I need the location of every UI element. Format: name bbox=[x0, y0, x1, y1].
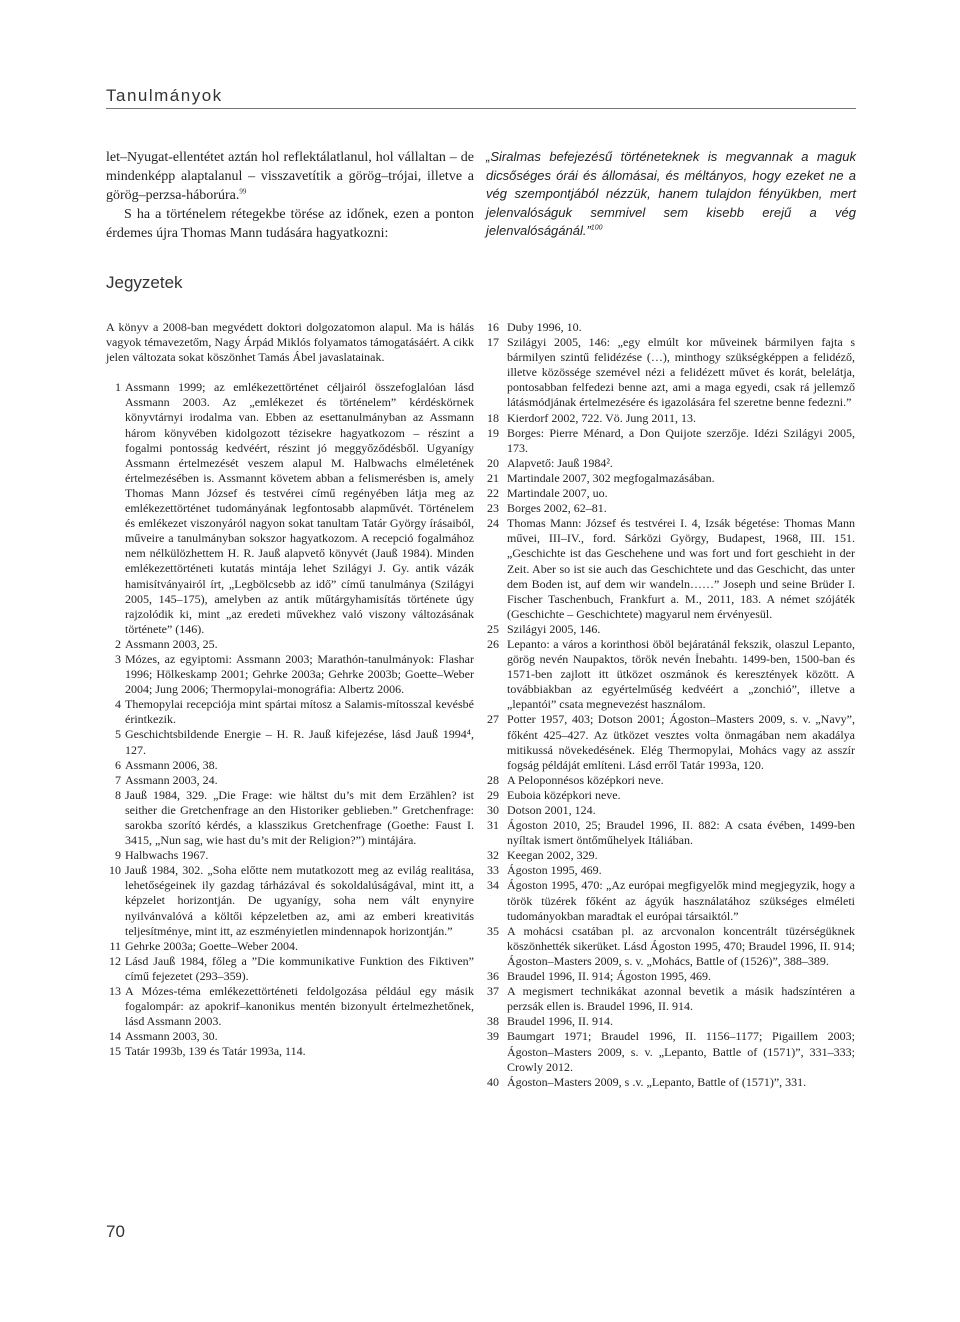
footnote-text: Themopylai recepciója mint spártai mítosz a Salamis-mítosszal kevésbé érintkezik. bbox=[125, 697, 474, 727]
footnote bbox=[106, 727, 474, 757]
footnote-text: Mózes, az egyiptomi: Assmann 2003; Marathón-tanulmányok: Flashar 1996; Hölkeskamp 2001; Gehrke 2003a; Gehrke 2003b; Goette–Weber 2004; Jung 2006; Thermopylai-monográfia: Albertz 2006. bbox=[125, 651, 474, 697]
footnote-text: Halbwachs 1967. bbox=[125, 848, 209, 863]
footnote bbox=[487, 1029, 855, 1074]
footnote-number: 2 bbox=[115, 636, 121, 651]
footnote-number: 11 bbox=[109, 938, 121, 953]
footnote bbox=[487, 848, 855, 863]
footnote bbox=[106, 697, 474, 727]
footnote-number: 37 bbox=[487, 984, 499, 999]
footnote bbox=[487, 516, 855, 622]
footnote-text: Jauß 1984, 302. „Soha előtte nem mutatkozott meg az evilág realitása, lehetőségeinek ily gazdag tárházával és sokoldalúságával, mint itt, a képzelet horizontján. De ugyanígy, soha nem vált enynyire nyilvánvalóvá a költői képzeletben az, ami az emberi kreativitás teljesítménye, mint itt, az eszményietlen mindennapok horizontján.” bbox=[125, 863, 474, 938]
footnote bbox=[487, 320, 855, 335]
footnote-number: 25 bbox=[487, 621, 499, 636]
footnote-text: Jauß 1984, 329. „Die Frage: wie hältst du’s mit dem Erzählen? ist seither die Gretchenfrage an den Historiker geblieben.” Gretchenfrage: sarokba szorító kérdés, a klasszikus Gretchenfrage (Goethe: Faust I. 3415, „Nun sag, wie hast du’s mit der Religion?”) mintájára. bbox=[125, 787, 474, 848]
footnote-text: Geschichtsbildende Energie – H. R. Jauß kifejezése, lásd Jauß 1994⁴, 127. bbox=[125, 727, 474, 757]
footnote-number: 29 bbox=[487, 787, 499, 802]
footnote-text: Dotson 2001, 124. bbox=[507, 803, 596, 817]
footnote-text: Szilágyi 2005, 146. bbox=[507, 621, 601, 636]
footnote bbox=[487, 984, 855, 1014]
footnote bbox=[487, 788, 855, 803]
page-number: 70 bbox=[106, 1222, 125, 1241]
footnote-text: Euboia középkori neve. bbox=[507, 787, 621, 802]
footnote-text: Ágoston 1995, 469. bbox=[507, 863, 602, 878]
footnote bbox=[106, 652, 474, 697]
footnote-text: Tatár 1993b, 139 és Tatár 1993a, 114. bbox=[125, 1044, 306, 1059]
footnote bbox=[487, 637, 855, 712]
body-paragraph-text: let–Nyugat-ellentétet aztán hol reflektálatlanul, hol vállaltan – de mindenképp alaptalanul – visszavetítik a görög–trójai, illetve a görög–perzsa-háborúra. bbox=[106, 150, 474, 203]
footnote-number: 1 bbox=[115, 380, 121, 395]
footnote bbox=[106, 788, 474, 848]
footnote-number: 17 bbox=[487, 335, 499, 350]
footnote-number: 35 bbox=[487, 923, 499, 938]
notes-intro: A könyv a 2008-ban megvédett doktori dolgozatomon alapul. Ma is hálás vagyok témavezetőm, Nagy Árpád Miklós folyamatos támogatásáért. A cikk jelen változata sokat köszönhet Tamás Ábel javaslatainak. bbox=[106, 320, 474, 365]
notes-list-right bbox=[487, 320, 855, 1090]
footnote-text: Assmann 2003, 24. bbox=[125, 772, 218, 787]
footnote bbox=[487, 426, 855, 456]
footnote bbox=[106, 848, 474, 863]
footnote-text: Gehrke 2003a; Goette–Weber 2004. bbox=[125, 938, 298, 953]
footnote-number: 27 bbox=[487, 712, 499, 727]
footnote-text: Borges 2002, 62–81. bbox=[507, 501, 607, 516]
footnote-number: 19 bbox=[487, 425, 499, 440]
footnote-text: Assmann 2006, 38. bbox=[125, 757, 218, 772]
footnote-text: Ágoston–Masters 2009, s .v. „Lepanto, Battle of (1571)”, 331. bbox=[507, 1074, 807, 1089]
footnote-text: Assmann 2003, 25. bbox=[125, 636, 218, 651]
footnote-text: A Peloponnésos középkori neve. bbox=[507, 772, 664, 787]
footnote-number: 12 bbox=[109, 953, 121, 968]
footnote-text: Lásd Jauß 1984, főleg a ”Die kommunikative Funktion des Fiktiven” című fejezetet (293–359). bbox=[125, 953, 474, 983]
footnote bbox=[487, 924, 855, 969]
footnote bbox=[487, 773, 855, 788]
footnote-text: Duby 1996, 10. bbox=[507, 320, 582, 334]
footnote-number: 5 bbox=[115, 727, 121, 742]
footnote-text: Braudel 1996, II. 914; Ágoston 1995, 469. bbox=[507, 969, 711, 984]
footnote-number: 7 bbox=[115, 772, 121, 787]
footnote bbox=[487, 818, 855, 848]
footnote-text: A mohácsi csatában pl. az arcvonalon koncentrált tüzérségüknek köszönhették sikerüket. Lásd Ágoston 1995, 470; Braudel 1996, II. 914; Ágoston–Masters 2009, s. v. „Mohács, Battle of (1526)”, 388–389. bbox=[507, 923, 855, 968]
footnote-number: 10 bbox=[109, 863, 121, 878]
footnote-number: 6 bbox=[115, 757, 121, 772]
header-rule bbox=[106, 108, 856, 109]
footnote-text: Potter 1957, 403; Dotson 2001; Ágoston–Masters 2009, s. v. „Navy”, főként 425–427. Az ütközet vesztes volta önmagában nem akadálya mitikussá növekedésének. Elég Thermopylai, Mohács vagy az asszír fogság példáját említeni. Lásd erről Tatár 1993a, 120. bbox=[507, 712, 855, 772]
footnote-text: Keegan 2002, 329. bbox=[507, 848, 598, 863]
notes-column-right bbox=[487, 320, 855, 1090]
footnote bbox=[487, 471, 855, 486]
footnote-text: Braudel 1996, II. 914. bbox=[507, 1014, 613, 1029]
footnote-text: A megismert technikákat azonnal bevetik a másik hadszíntéren a perzsák ellen is. Braudel 1996, II. 914. bbox=[507, 984, 855, 1014]
footnote-number: 18 bbox=[487, 410, 499, 425]
footnote-number: 23 bbox=[487, 501, 499, 516]
footnote-text: Kierdorf 2002, 722. Vö. Jung 2011, 13. bbox=[507, 410, 696, 425]
footnote-number: 8 bbox=[115, 787, 121, 802]
notes-column-left bbox=[106, 320, 474, 1060]
footnote-number: 38 bbox=[487, 1014, 499, 1029]
footnote-text: Baumgart 1971; Braudel 1996, II. 1156–1177; Pigaillem 2003; Ágoston–Masters 2009, s. v. „Lepanto, Battle of (1571)”, 331–333; Crowly 2012. bbox=[507, 1029, 855, 1074]
footnote bbox=[106, 939, 474, 954]
footnote-text: Assmann 2003, 30. bbox=[125, 1029, 218, 1044]
running-header: Tanulmányok bbox=[106, 86, 223, 105]
footnote bbox=[106, 863, 474, 938]
footnote bbox=[487, 712, 855, 772]
body-paragraph bbox=[106, 148, 474, 205]
footnote-number: 9 bbox=[115, 848, 121, 863]
footnote-text: Martindale 2007, uo. bbox=[507, 486, 608, 501]
footnote bbox=[106, 954, 474, 984]
body-text-left bbox=[106, 148, 474, 243]
footnote bbox=[487, 411, 855, 426]
footnote bbox=[487, 1075, 855, 1090]
footnote-number: 20 bbox=[487, 455, 499, 470]
footnote-text: Assmann 1999; az emlékezettörténet céljairól összefoglalóan lásd Assmann 2003. Az „emlékezet és történelem” kérdéskörnek könyvtárnyi irodalma van. Ebben az esettanulmányban az Assmann három könyvében kidolgozott tézisekre hagyatkozom – részint a fogalmi pontosság kedvéért, részint jó meggyőződésből. Ugyanígy Assmann értelmezését veszem alapul M. Halbwachs elméletének értelmezésében is. Assmannt követem abban a felismerésben is, amely Thomas Mann József és testvérei című regényében látja meg az emlékezettörténet tudományának legfontosabb alapművét. Történelem és emlékezet viszonyáról nagyon sokat tanultam Tatár György írásaiból, műveire a tanulmányban sokszor hagyatkozom. A recepció fogalmához nem nélkülözhettem H. R. Jauß alapvető könyvét (Jauß 1984). Minden emlékezettörténeti kutatás mintája lehet Szilágyi J. Gy. antik vázák hamisítványairól írt, „Legbölcsebb az idő” című tanulmánya (Szilágyi 2005, 145–175), amelyben az antik műtárgyhamisítás története úgy rajzolódik ki, mint „az eredeti művekhez való viszony változásának története” (146). bbox=[125, 380, 474, 636]
footnote-number: 31 bbox=[487, 818, 499, 833]
footnote bbox=[106, 1029, 474, 1044]
footnote-text: Lepanto: a város a korinthosi öböl bejáratánál fekszik, olaszul Lepanto, görög nevén Naupaktos, török nevén İnebahtı. 1499-ben, 1500-ban és 1571-ben zajlott itt ütközet oszmánok és keresztények között. A továbbiakban az egyértelműség kedvéért a „zonchió”, illetve a „lepantói” csata megnevezést használom. bbox=[507, 636, 855, 712]
footnote bbox=[487, 1014, 855, 1029]
footnote-text: A Mózes-téma emlékezettörténeti feldolgozása például egy másik fogalompár: az apokrif–kanonikus mentén bizonyult értelmezhetőnek, lásd Assmann 2003. bbox=[125, 984, 474, 1029]
block-quote bbox=[486, 148, 856, 241]
footnote bbox=[106, 380, 474, 637]
footnote-number: 36 bbox=[487, 969, 499, 984]
footnote bbox=[487, 456, 855, 471]
footnote-number: 16 bbox=[487, 320, 499, 334]
footnote-text: Borges: Pierre Ménard, a Don Quijote szerzője. Idézi Szilágyi 2005, 173. bbox=[507, 425, 855, 455]
footnote bbox=[487, 486, 855, 501]
footnote-number: 40 bbox=[487, 1074, 499, 1089]
footnote bbox=[487, 335, 855, 410]
footnote-number: 3 bbox=[115, 651, 121, 666]
footnote-text: Ágoston 1995, 470: „Az európai megfigyelők mind megjegyzik, hogy a török tüzérek főként az ágyúk használatához szükséges elméleti tudományokban maradtak el európai társaiktól.” bbox=[507, 878, 855, 923]
footnote-ref: 99 bbox=[239, 187, 247, 196]
notes-list-left bbox=[106, 380, 474, 1059]
footnote-number: 28 bbox=[487, 772, 499, 787]
footnote-number: 32 bbox=[487, 848, 499, 863]
footnote-number: 33 bbox=[487, 863, 499, 878]
footnote bbox=[106, 773, 474, 788]
footnote-text: Alapvető: Jauß 1984². bbox=[507, 455, 613, 470]
notes-heading: Jegyzetek bbox=[106, 273, 183, 292]
footnote-number: 4 bbox=[115, 697, 121, 712]
footnote-number: 14 bbox=[109, 1029, 121, 1044]
footnote-number: 15 bbox=[109, 1044, 121, 1059]
footnote-text: Thomas Mann: József és testvérei I. 4, Izsák bégetése: Thomas Mann művei, III–IV., ford. Sárközi György, Budapest, 1968, III. 151. „Geschichte ist das Geschehene und was fort und fort geschieht in der Zeit. Aber so ist sie auch das Geschichtete und das Geschicht, das unter dem Boden ist, auf dem wir wandeln……” Joseph und seine Brüder I. Fischer Taschenbuch, Frankfurt a. M., 2011, 183. A német szójáték (Geschichte – Geschichtete) magyarul nem érvényesül. bbox=[507, 516, 855, 621]
footnote-text: Szilágyi 2005, 146: „egy elmúlt kor műveinek bármilyen fajta s bármilyen szintű felidézése (…), minthogy szükségképpen a felidéző, illetve közössége szemével nézi a felidézett művet és korát, belelátja, pontosabban felfedezi benne azt, ami a maga egyedi, csak rá jellemző látásmódjának értelmezésére és igazolására fel szeretne benne fedezni.” bbox=[507, 335, 855, 410]
footnote-number: 24 bbox=[487, 516, 499, 531]
footnote-text: Martindale 2007, 302 megfogalmazásában. bbox=[507, 470, 715, 485]
footnote-number: 30 bbox=[487, 803, 499, 817]
footnote-number: 34 bbox=[487, 878, 499, 893]
footnote-number: 22 bbox=[487, 486, 499, 501]
quote-text: „Siralmas befejezésű történeteknek is megvannak a maguk dicsőséges órái és állomásai, és méltányos, hogy ezeket ne a vég szempontjából nézzük, hanem tulajdon fényükben, mert jelenvalóságuk semmivel sem kisebb erejű a vég jelenvalóságánál.” bbox=[486, 149, 856, 238]
footnote bbox=[106, 1044, 474, 1059]
footnote-number: 39 bbox=[487, 1029, 499, 1044]
footnote-number: 13 bbox=[109, 984, 121, 999]
footnote bbox=[106, 984, 474, 1029]
footnote bbox=[487, 803, 855, 818]
footnote-ref: 100 bbox=[590, 224, 603, 232]
footnote bbox=[487, 501, 855, 516]
footnote-text: Ágoston 2010, 25; Braudel 1996, II. 882: A csata évében, 1499-ben nyíltak ismert öntőműhelyek Itáliában. bbox=[507, 818, 855, 848]
footnote bbox=[487, 878, 855, 923]
footnote-number: 26 bbox=[487, 636, 499, 651]
footnote bbox=[106, 758, 474, 773]
footnote bbox=[487, 863, 855, 878]
footnote-number: 21 bbox=[487, 470, 499, 485]
footnote bbox=[106, 637, 474, 652]
footnote bbox=[487, 969, 855, 984]
footnote bbox=[487, 622, 855, 637]
body-paragraph: S ha a történelem rétegekbe törése az időnek, ezen a ponton érdemes újra Thomas Mann tudására hagyatkozni: bbox=[106, 207, 474, 241]
